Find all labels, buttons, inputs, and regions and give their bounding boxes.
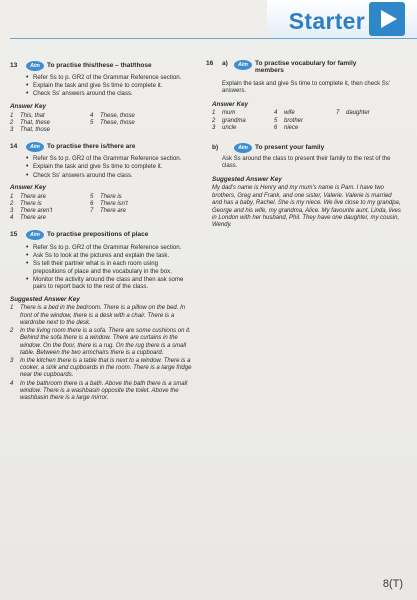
answer-item: 4 wife xyxy=(274,110,295,117)
answer-item: 2 That, these xyxy=(10,119,51,126)
answer-item xyxy=(336,118,398,125)
section-16 xyxy=(206,60,401,230)
answer-item: 3 In the kitchen there is a table that is next to a window. There is a cooker, a sink and cupboards in the room. There is a large fridge near the cupboards. xyxy=(10,357,192,379)
section-title: To practise this/these – that/those xyxy=(47,61,152,69)
page-title: Starter xyxy=(288,8,365,34)
instruction-item: • Refer Ss to p. GR2 of the Grammar Reference section. xyxy=(26,155,192,163)
instruction-item: • Refer Ss to p. GR2 of the Grammar Reference section. xyxy=(26,74,192,82)
instruction-text: Ask Ss around the class to present their family to the rest of the class. xyxy=(222,156,391,170)
answer-key-heading: Answer Key xyxy=(10,102,47,110)
section-14 xyxy=(10,141,192,222)
answer-item: 2 grandma xyxy=(212,117,246,124)
aim-icon: Aim xyxy=(26,142,44,152)
answer-item: 2 In the living room there is a sofa. There are some cushions on it. Behind the sofa there is a window. There are curtains in the window. On the floor, there is a rug. On the rug there is a small table. Between the two armchairs there is a cupboard. xyxy=(10,328,191,356)
instruction-item: • Check Ss' answers around the class. xyxy=(26,172,192,180)
header-banner xyxy=(267,0,417,38)
section-15 xyxy=(10,230,192,403)
answer-key xyxy=(206,110,401,132)
instruction-text: Explain the task and give Ss time to complete it, then check Ss' answers. xyxy=(222,81,390,95)
instruction-item: • Explain the task and give Ss time to complete it. xyxy=(26,82,192,90)
aim-icon: Aim xyxy=(234,143,252,153)
answer-item: 1 There is a bed in the bedroom. There is a pillow on the bed. In front of the window, there is a desk with a chair. There is a wardrobe next to the desk. xyxy=(10,305,186,326)
section-title: To practise vocabulary for family members xyxy=(255,60,357,75)
subsection-label: a) xyxy=(222,60,228,67)
section-title: To practise there is/there are xyxy=(47,142,136,150)
answer-item: 5 There is xyxy=(90,193,122,200)
header-divider xyxy=(10,38,417,39)
instruction-item: • Check Ss' answers around the class. xyxy=(26,90,192,98)
answer-key xyxy=(10,113,192,135)
section-13 xyxy=(10,60,192,134)
subsection-heading xyxy=(206,142,401,153)
answer-item: 1 There are xyxy=(10,193,47,200)
answer-item: 3 uncle xyxy=(212,124,237,131)
instruction-list xyxy=(10,155,192,179)
answer-item xyxy=(90,215,170,222)
section-heading xyxy=(206,60,401,78)
answer-key-heading: Answer Key xyxy=(10,184,47,192)
answer-item: 6 There isn't xyxy=(90,200,128,207)
instruction-item: • Ask Ss to look at the pictures and explain the task. xyxy=(26,252,192,260)
answer-item: 7 daughter xyxy=(336,110,370,117)
answer-key-heading: Answer Key xyxy=(212,100,249,108)
aim-icon: Aim xyxy=(234,60,252,70)
answer-key-heading: Suggested Answer Key xyxy=(10,295,80,303)
section-heading xyxy=(10,230,192,241)
answer-key xyxy=(10,305,192,402)
answer-item: 4 In the bathroom there is a bath. Above the bath there is a small window. There is a washbasin opposite the toilet. Above the washbasin there is a large mirror. xyxy=(10,380,188,401)
answer-item: 5 These, those xyxy=(90,119,135,126)
answer-item xyxy=(336,125,398,132)
section-number: 16 xyxy=(206,60,214,67)
page-number: 8(T) xyxy=(382,578,403,590)
section-title: To practise prepositions of place xyxy=(47,231,149,239)
answer-item: 2 There is xyxy=(10,200,42,207)
section-number: 13 xyxy=(10,61,18,69)
instruction-list xyxy=(10,244,192,291)
instruction-item: • Ss tell their partner what is in each room using prepositions of place and the vocabulary in the box. xyxy=(26,260,192,275)
answer-item: 6 niece xyxy=(274,124,299,131)
answer-item: 1 This, that xyxy=(10,112,45,119)
section-heading xyxy=(10,141,192,152)
answer-item: 3 There aren't xyxy=(10,208,53,215)
play-icon xyxy=(369,2,405,36)
section-number: 15 xyxy=(10,231,18,239)
answer-item: 5 brother xyxy=(274,117,304,124)
answer-item: 3 That, those xyxy=(10,126,51,133)
answer-key-heading: Suggested Answer Key xyxy=(212,175,282,183)
answer-key xyxy=(10,194,192,223)
instruction-item: • Explain the task and give Ss time to complete it. xyxy=(26,163,192,171)
answer-item: 1 mum xyxy=(212,110,236,117)
left-column xyxy=(10,60,192,409)
section-number: 14 xyxy=(10,142,18,150)
suggested-answer-text: My dad's name is Henry and my mum's name is Pam. I have two brothers, Greg and Frank, and one sister, Valerie. Valerie is married and has a baby, Rachel. She is my niece. We live close to my grandpa, George and his wife, my grandma, Alice. My favourite aunt, Linda, lives in London with her husband, Phil. They have one daughter, my cousin, Wendy. xyxy=(212,185,401,229)
answer-item: 4 These, those xyxy=(90,112,135,119)
section-heading xyxy=(10,60,192,71)
answer-item: 7 There are xyxy=(90,208,127,215)
aim-icon: Aim xyxy=(26,230,44,240)
instruction-item: • Monitor the activity around the class and then ask some pairs to report back to the rest of the class. xyxy=(26,276,192,291)
answer-item xyxy=(90,127,170,134)
section-title: To present your family xyxy=(255,143,325,151)
right-column xyxy=(206,60,401,237)
answer-item: 4 There are xyxy=(10,215,47,222)
instruction-item: • Refer Ss to p. GR2 of the Grammar Reference section. xyxy=(26,244,192,252)
instruction-list xyxy=(10,74,192,98)
aim-icon: Aim xyxy=(26,61,44,71)
subsection-label: b) xyxy=(212,143,219,151)
